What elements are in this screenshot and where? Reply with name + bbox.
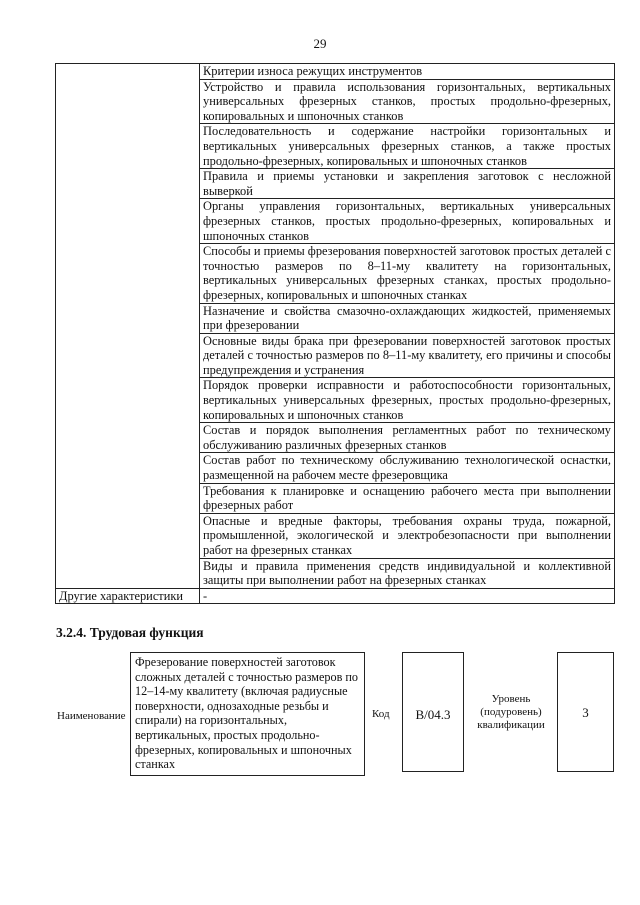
knowledge-item: Назначение и свойства смазочно-охлаждающих жидкостей, применяемых при фрезеровании [200,303,615,333]
knowledge-item: Виды и правила применения средств индивидуальной и коллективной защиты при выполнении работ на фрезерных станках [200,558,615,588]
table-row [56,64,615,80]
table-left-cell [56,64,200,589]
qualification-level-label: Уровень (подуровень) квалификации [477,693,545,731]
qualification-level-box: 3 [557,652,614,772]
name-value-box: Фрезерование поверхностей заготовок сложных деталей с точностью размеров по 12–14-му квалитету (включая радиусные поверхности, однозаходные резьбы и спирали) на горизонтальных, вертикальных, простых продольно-фрезерных, копировальных и шпоночных станках [130,652,365,776]
knowledge-item: Требования к планировке и оснащению рабочего места при выполнении фрезерных работ [200,483,615,513]
code-value-box: B/04.3 [402,652,464,772]
knowledge-item: Правила и приемы установки и закрепления заготовок с несложной выверкой [200,169,615,199]
table-row [56,588,615,604]
knowledge-item: Устройство и правила использования горизонтальных, вертикальных универсальных фрезерных станков, простых продольно-фрезерных, копировальных и шпоночных станков [200,79,615,124]
knowledge-item: Критерии износа режущих инструментов [200,64,615,80]
knowledge-item: Опасные и вредные факторы, требования охраны труда, пожарной, промышленной, экологической и электробезопасности при выполнении работ на фрезерных станках [200,513,615,558]
knowledge-item: Последовательность и содержание настройки горизонтальных и вертикальных универсальных фрезерных станков, а также простых продольно-фрезерных, копировальных и шпоночных станков [200,124,615,169]
code-label: Код [372,708,390,720]
knowledge-item: Основные виды брака при фрезеровании поверхностей заготовок простых деталей с точностью размеров по 8–11-му квалитету, его причины и способы предупреждения и устранения [200,333,615,378]
other-characteristics-label: Другие характеристики [56,588,200,604]
knowledge-item: Порядок проверки исправности и работоспособности горизонтальных, вертикальных универсальных фрезерных, простых продольно-фрезерных, копировальных и шпоночных станков [200,378,615,423]
requirements-table [55,63,615,604]
other-characteristics-value: - [200,588,615,604]
name-label: Наименование [57,710,126,722]
knowledge-item: Состав и порядок выполнения регламентных работ по техническому обслуживанию различных фрезерных станков [200,423,615,453]
knowledge-item: Состав работ по техническому обслуживанию технологической оснастки, размещенной на рабочем месте фрезеровщика [200,453,615,483]
section-title: 3.2.4. Трудовая функция [56,625,204,640]
page-number: 29 [313,36,327,51]
knowledge-item: Органы управления горизонтальных, вертикальных универсальных фрезерных станков, простых продольно-фрезерных, копировальных и шпоночных станков [200,199,615,244]
knowledge-item: Способы и приемы фрезерования поверхностей заготовок простых деталей с точностью размеров по 8–11-му квалитету на горизонтальных, вертикальных универсальных фрезерных станках, простых продольно-фрезерных, копировальных и шпоночных станках [200,244,615,303]
